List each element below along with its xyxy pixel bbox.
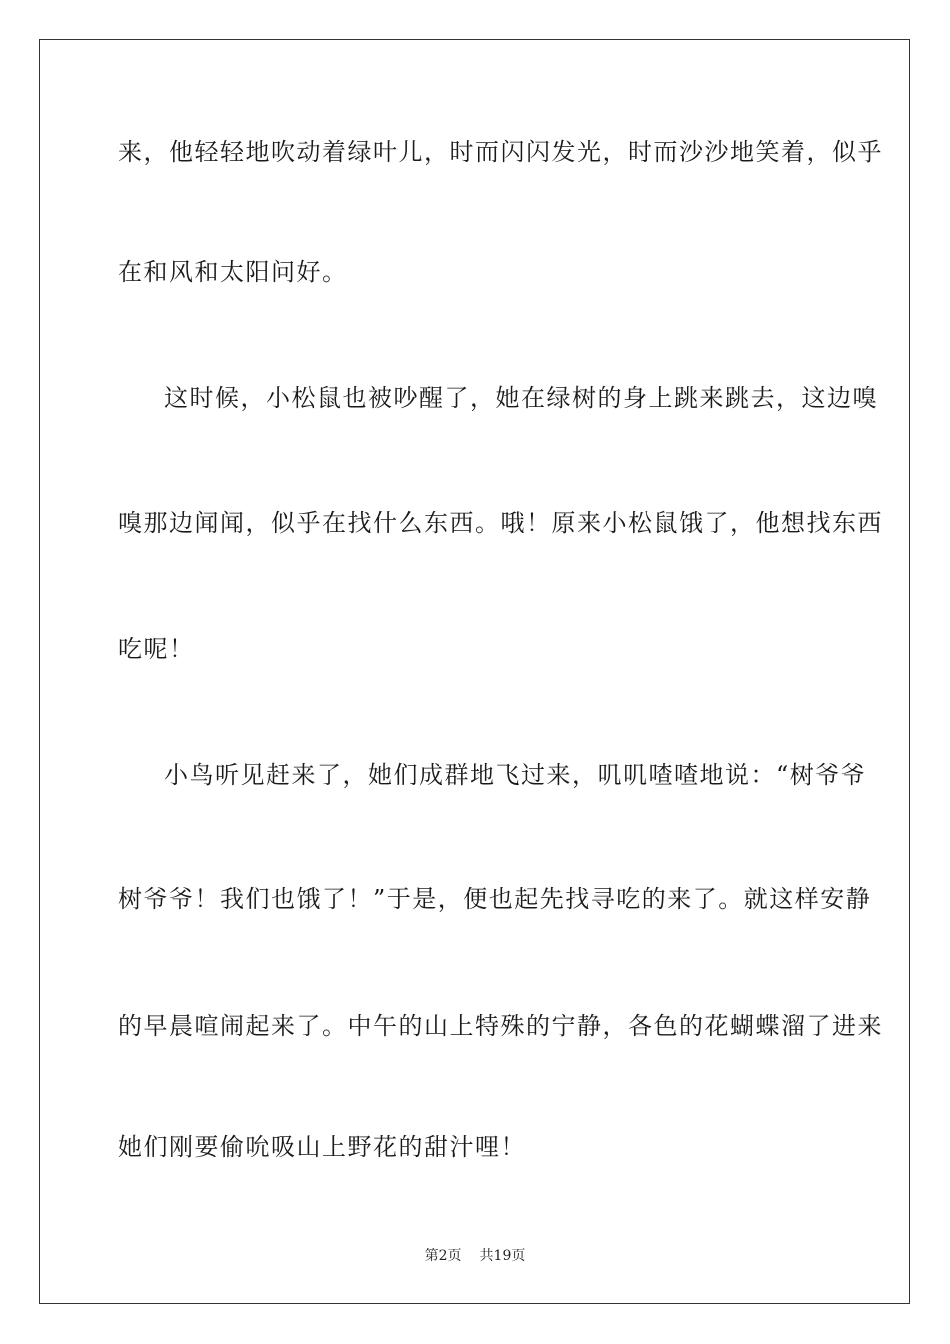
- text-line-8: 的早晨喧闹起来了。中午的山上特殊的宁静，各色的花蝴蝶溜了进来: [118, 1012, 883, 1040]
- page-total: 共19页: [479, 1248, 526, 1264]
- text-line-1: 来，他轻轻地吹动着绿叶儿，时而闪闪发光，时而沙沙地笑着，似乎: [118, 138, 883, 166]
- text-line-9: 她们刚要偷吮吸山上野花的甜汁哩！: [118, 1133, 526, 1161]
- text-line-4: 嗅那边闻闻，似乎在找什么东西。哦！原来小松鼠饿了，他想找东西: [118, 509, 883, 537]
- page-footer: [0, 1246, 950, 1266]
- text-line-2: 在和风和太阳问好。: [118, 258, 348, 286]
- text-line-6: 小鸟听见赶来了，她们成群地飞过来，叽叽喳喳地说：“树爷爷: [164, 761, 867, 789]
- page-frame: [39, 39, 910, 1304]
- text-line-7: 树爷爷！我们也饿了！”于是，便也起先找寻吃的来了。就这样安静: [118, 885, 872, 913]
- page-number: 第2页: [424, 1248, 462, 1264]
- text-line-3: 这时候，小松鼠也被吵醒了，她在绿树的身上跳来跳去，这边嗅: [164, 384, 878, 412]
- text-line-5: 吃呢！: [118, 635, 195, 663]
